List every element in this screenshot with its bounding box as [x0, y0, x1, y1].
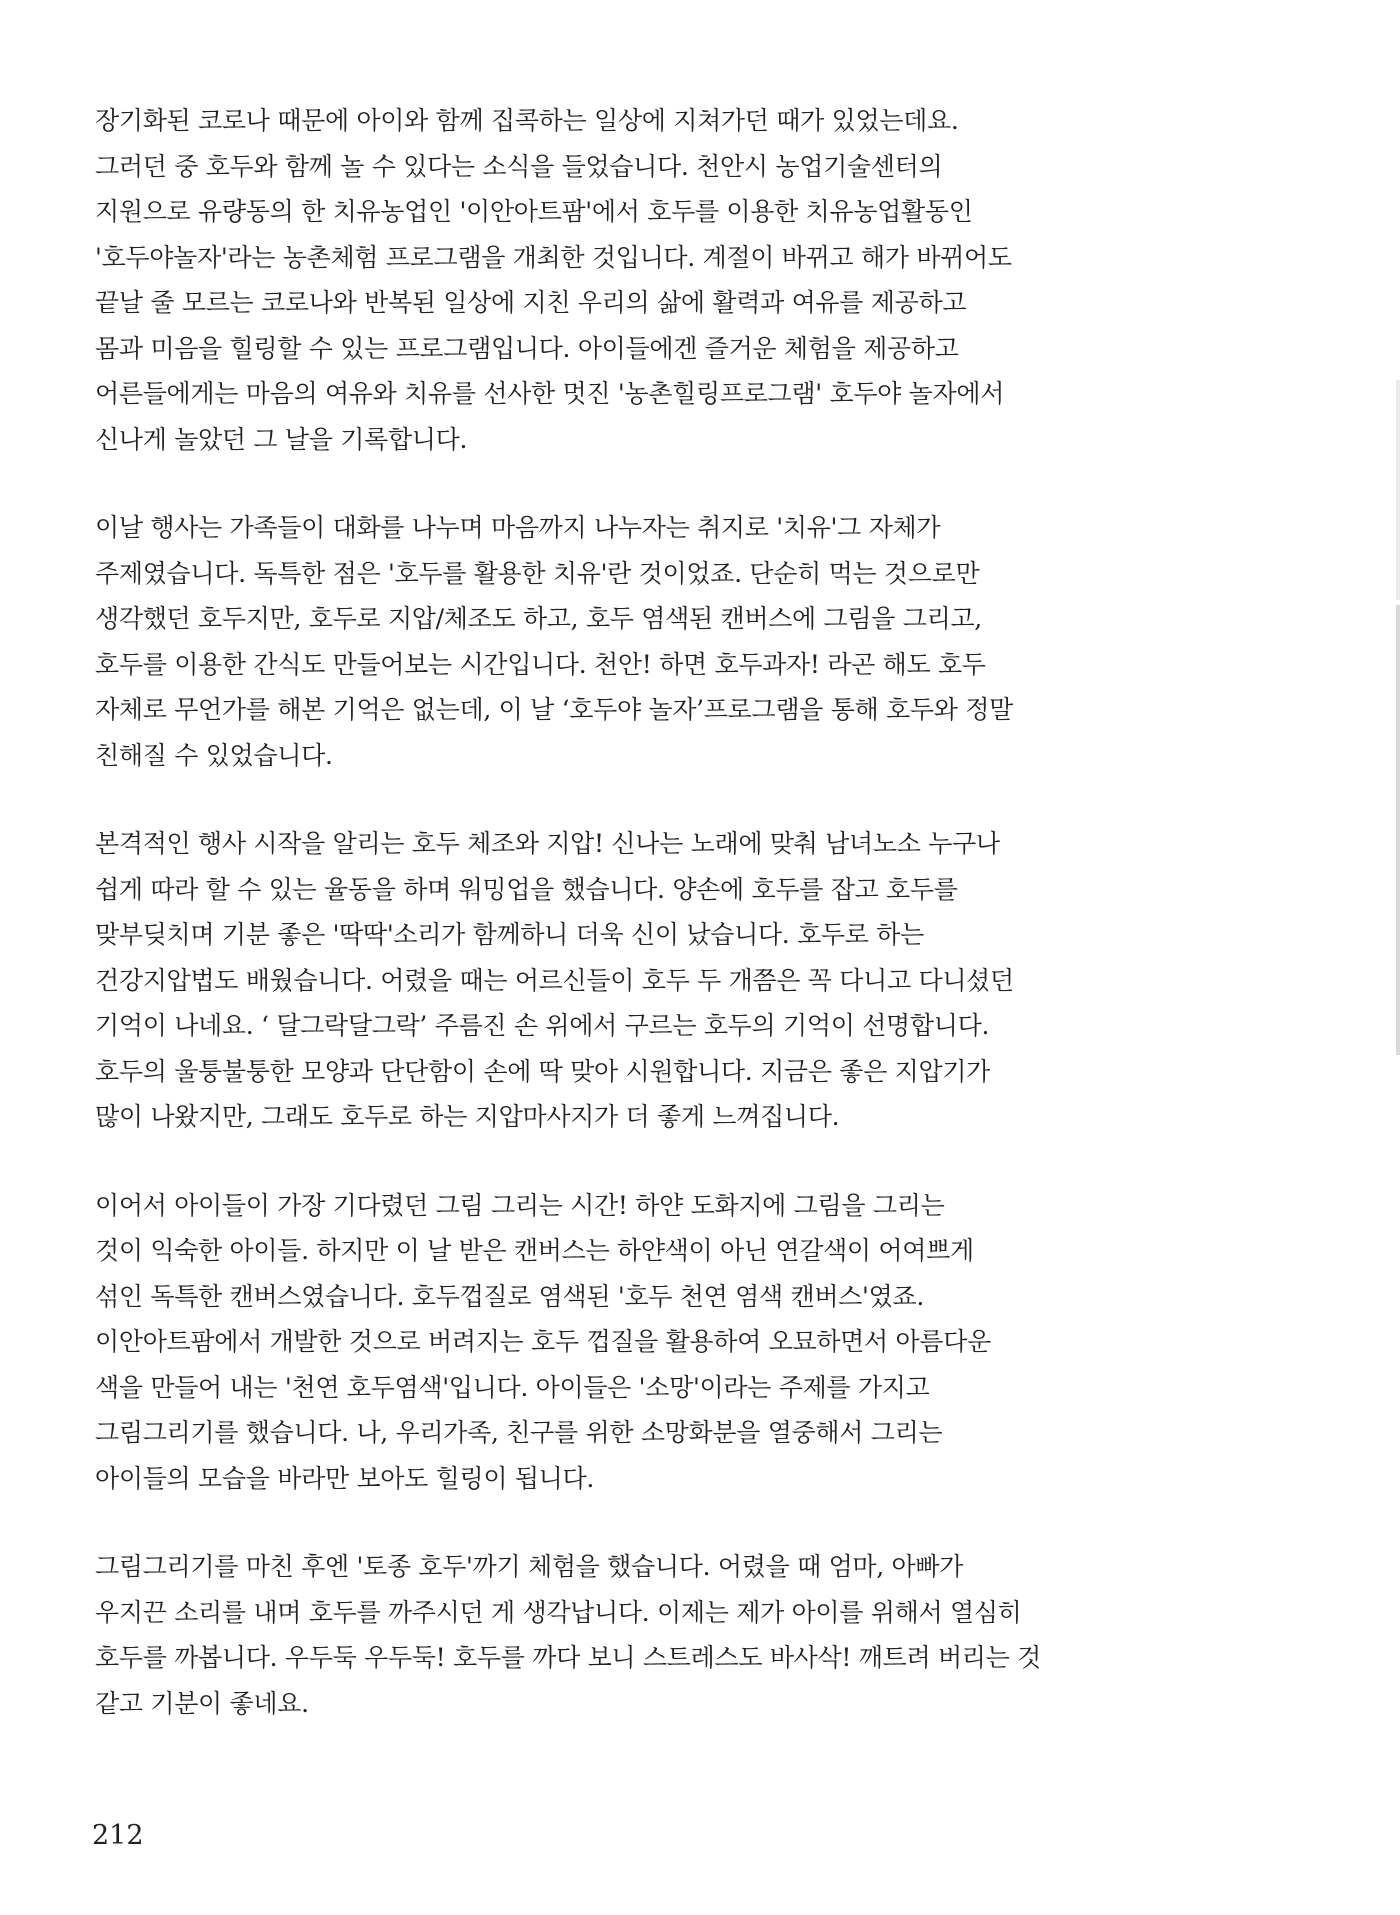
text-line: 어른들에게는 마음의 여유와 치유를 선사한 멋진 '농촌힐링프로그램' 호두야 놀자에서 [95, 379, 1005, 408]
text-line: 장기화된 코로나 때문에 아이와 함께 집콕하는 일상에 지쳐가던 때가 있었는데요. [95, 106, 959, 135]
text-line: 아이들의 모습을 바라만 보아도 힐링이 됩니다. [95, 1463, 595, 1493]
text-line: 지원으로 유량동의 한 치유농업인 '이안아트팜'에서 호두를 이용한 치유농업활동인 [95, 197, 973, 226]
paragraph-4 [95, 1183, 1085, 1502]
text-line: 그림그리기를 마친 후엔 '토종 호두'까기 체험을 했습니다. 어렸을 때 엄마, 아빠가 [95, 1552, 964, 1581]
text-line: 몸과 미음을 힐링할 수 있는 프로그램입니다. 아이들에겐 즐거운 체험을 제공하고 [95, 333, 959, 363]
text-line: 주제였습니다. 독특한 점은 '호두를 활용한 치유'란 것이었죠. 단순히 먹는 것으로만 [95, 558, 980, 588]
text-line: 끝날 줄 모르는 코로나와 반복된 일상에 지친 우리의 삶에 활력과 여유를 제공하고 [95, 288, 967, 317]
text-line: 자체로 무언가를 해본 기억은 없는데, 이 날 ‘호두야 놀자’프로그램을 통해 호두와 정말 [95, 695, 1013, 724]
text-line: 기억이 나네요. ‘ 달그락달그락’ 주름진 손 위에서 구르는 호두의 기억이 선명합니다. [95, 1011, 990, 1040]
text-line: 쉽게 따라 할 수 있는 율동을 하며 워밍업을 했습니다. 양손에 호두를 잡고 호두를 [95, 874, 958, 904]
text-line: 색을 만들어 내는 '천연 호두염색'입니다. 아이들은 '소망'이라는 주제를 가지고 [95, 1372, 930, 1402]
text-line: 이어서 아이들이 가장 기다렸던 그림 그리는 시간! 하얀 도화지에 그림을 그리는 [95, 1190, 945, 1220]
text-line: 본격적인 행사 시작을 알리는 호두 체조와 지압! 신나는 노래에 맞춰 남녀노소 누구나 [95, 829, 1000, 858]
page-number: 212 [92, 1820, 144, 1851]
text-line: 신나게 놀았던 그 날을 기록합니다. [95, 424, 468, 454]
text-line: 맞부딪치며 기분 좋은 '딱딱'소리가 함께하니 더욱 신이 났습니다. 호두로 하는 [95, 920, 924, 949]
text-line: 것이 익숙한 아이들. 하지만 이 날 받은 캔버스는 하얀색이 아닌 연갈색이 어여쁘게 [95, 1236, 974, 1265]
edge-image-strip-middle [1396, 605, 1400, 1055]
body-text [95, 98, 1085, 1769]
text-line: 호두를 까봅니다. 우두둑 우두둑! 호두를 까다 보니 스트레스도 바사삭! 깨트려 버리는 것 [95, 1643, 1042, 1672]
paragraph-1 [95, 98, 1085, 462]
text-line: 생각했던 호두지만, 호두로 지압/체조도 하고, 호두 염색된 캔버스에 그림을 그리고, [95, 604, 982, 633]
text-line: 호두를 이용한 간식도 만들어보는 시간입니다. 천안! 하면 호두과자! 라곤 해도 호두 [95, 649, 986, 679]
text-line: 우지끈 소리를 내며 호두를 까주시던 게 생각납니다. 이제는 제가 아이를 위해서 열심히 [95, 1597, 1022, 1627]
text-line: 친해질 수 있었습니다. [95, 740, 333, 770]
paragraph-2 [95, 505, 1085, 778]
text-line: 많이 나왔지만, 그래도 호두로 하는 지압마사지가 더 좋게 느껴집니다. [95, 1102, 840, 1131]
text-line: 호두의 울퉁불퉁한 모양과 단단함이 손에 딱 맞아 시원합니다. 지금은 좋은 지압기가 [95, 1056, 991, 1086]
paragraph-3 [95, 821, 1085, 1140]
text-line: 건강지압법도 배웠습니다. 어렸을 때는 어르신들이 호두 두 개쯤은 꼭 다니고 다니셨던 [95, 965, 1014, 995]
text-line: 그림그리기를 했습니다. 나, 우리가족, 친구를 위한 소망화분을 열중해서 그리는 [95, 1418, 943, 1447]
text-line: 그러던 중 호두와 함께 놀 수 있다는 소식을 들었습니다. 천안시 농업기술센터의 [95, 151, 943, 181]
text-line: 이안아트팜에서 개발한 것으로 버려지는 호두 껍질을 활용하여 오묘하면서 아름다운 [95, 1327, 991, 1356]
edge-image-strip-top [1396, 380, 1400, 600]
paragraph-5 [95, 1544, 1085, 1726]
text-line: 섞인 독특한 캔버스였습니다. 호두껍질로 염색된 '호두 천연 염색 캔버스'였죠. [95, 1281, 924, 1311]
text-line: '호두야놀자'라는 농촌체험 프로그램을 개최한 것입니다. 계절이 바뀌고 해가 바뀌어도 [95, 242, 1012, 272]
text-line: 이날 행사는 가족들이 대화를 나누며 마음까지 나누자는 취지로 '치유'그 자체가 [95, 513, 941, 542]
text-line: 같고 기분이 좋네요. [95, 1688, 309, 1718]
